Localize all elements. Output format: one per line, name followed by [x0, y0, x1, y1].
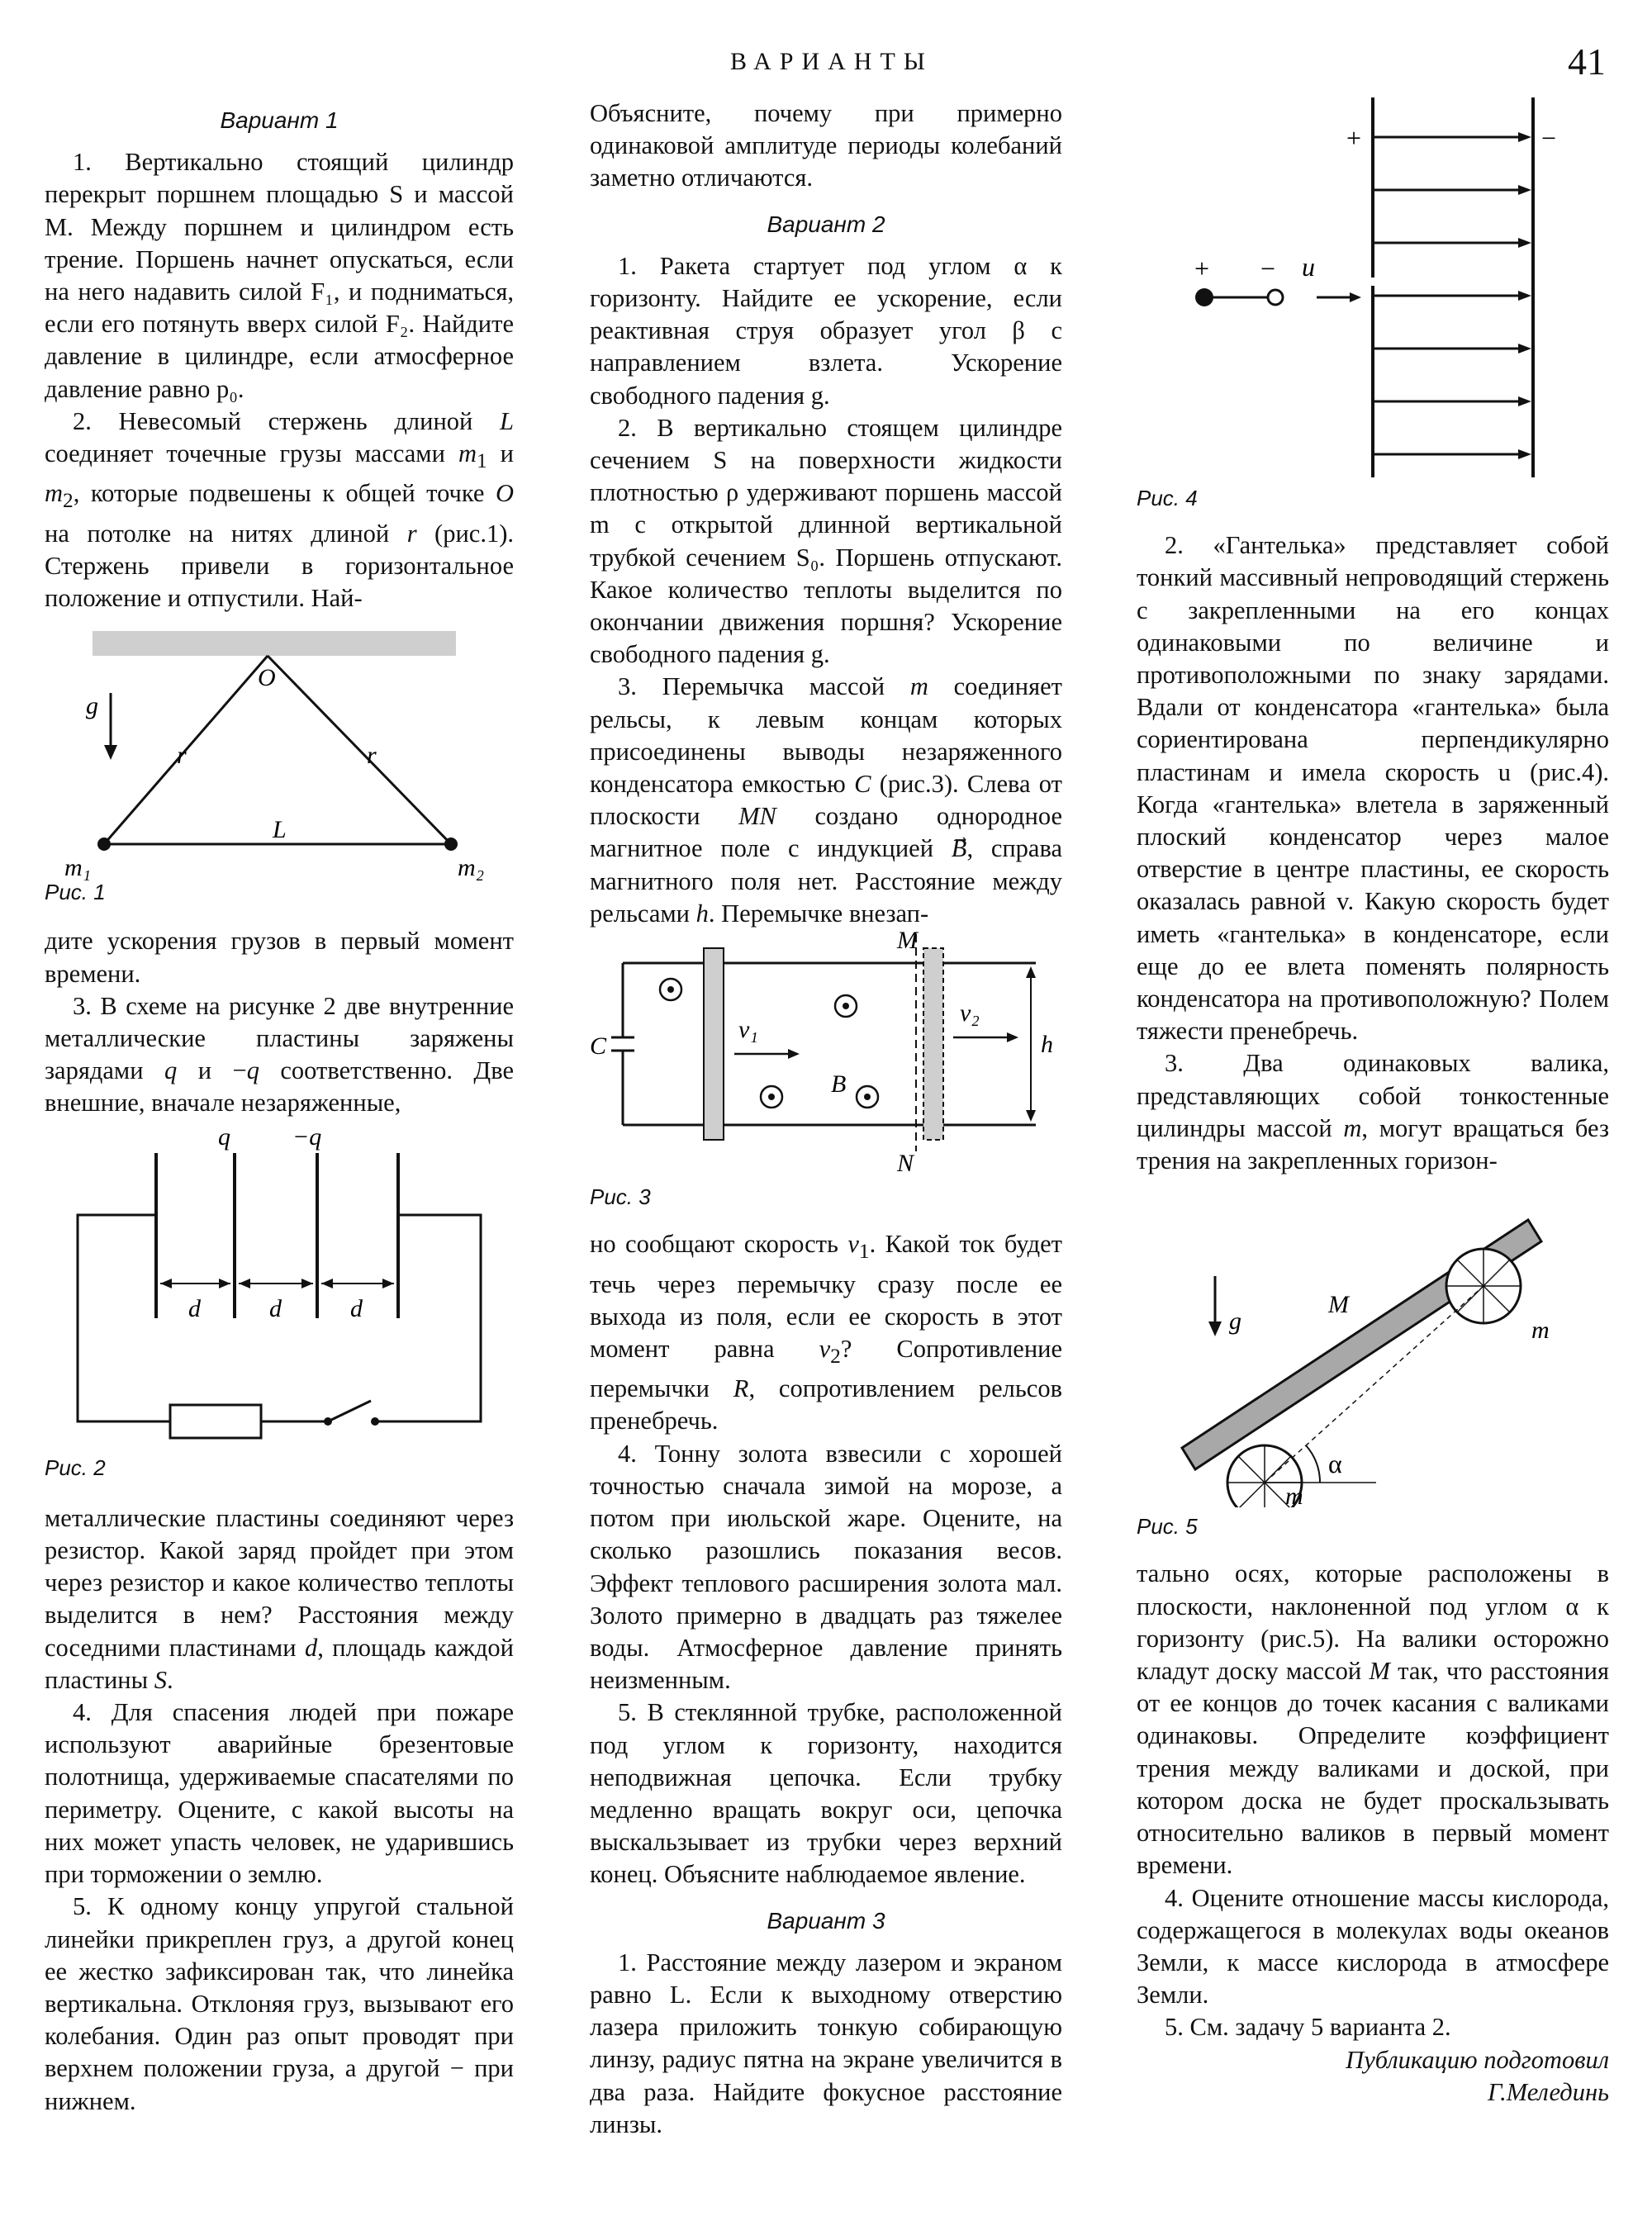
column-left [45, 97, 514, 2118]
figure-2-caption: Рис. 2 [45, 1454, 106, 1480]
figure-5 [1137, 1177, 1609, 1507]
variant2-problem3-part1: 3. Перемычка массой m соединяет рельсы, к левым концам которых присоединены выводы незаряженного конденсатора емкостью C (рис.3). Слева от плоскости MN создано однородное магнитное поле с индукцией B⃗, справа магнитного поля нет. Расстояние между рельсами h. Перемычке внезап- [590, 672, 1062, 928]
jumper-right [923, 948, 943, 1140]
label-r-right: r [367, 742, 377, 770]
label-v1: v₁ [738, 1016, 758, 1044]
label-alpha: α [1328, 1449, 1342, 1479]
label-L: L [273, 816, 287, 844]
label-q: q [218, 1122, 230, 1151]
variant1-problem1: 1. Вертикально стоящий цилиндр перекрыт поршнем площадью S и массой M. Между поршнем и цилиндром есть трение. Поршень начнет опускаться, если на него надавить силой F₁, и подниматься, если его потянуть вверх силой F₂. Найдите давление в цилиндре, если атмосферное давление равно p₀. [45, 148, 514, 403]
variant3-problem2: 2. «Гантелька» представляет собой тонкий массивный непроводящий стержень с закрепленными на его концах одинаковыми по величине и противоположными по знаку зарядами. Вдали от конденсатора «гантелька» была сориентирована перпендикулярно пластинам и имела скорость u (рис.4). Когда «гантелька» влетела в заряженный плоский конденсатор через малое отверстие в центре пластины, ее скорость оказалась равной v. Какую скорость будет иметь «гантелька» в конденсаторе, если еще до ее влета поменять полярность конденсатора на противоположную? Полем тяжести пренебречь. [1137, 531, 1609, 1046]
figure-5-caption: Рис. 5 [1137, 1514, 1198, 1540]
page-header [0, 40, 1652, 93]
label-minus-q: −q [292, 1122, 322, 1151]
charge-plus [1195, 288, 1213, 306]
variant2-problem5: 5. В стеклянной трубке, расположенной под углом к горизонту, находится неподвижная цепочка. Если трубку медленно вращать вокруг оси, цепочка выскальзывает из трубки через верхний конец. Объясните наблюдаемое явление. [590, 1698, 1062, 1889]
wire-right [375, 1215, 481, 1421]
label-m-bottom: m [1285, 1483, 1303, 1508]
switch [328, 1401, 371, 1421]
variant2-heading: Вариант 2 [767, 211, 885, 237]
label-N: N [897, 1150, 914, 1178]
label-plus-plate: + [1346, 123, 1362, 153]
variant1-problem5-end: Объясните, почему при примерно одинаковой амплитуде периоды колебаний заметно отличаются. [590, 99, 1062, 192]
variant3-heading: Вариант 3 [767, 1907, 885, 1934]
column-middle [590, 97, 1062, 2141]
variant3-problem1: 1. Расстояние между лазером и экраном равно L. Если к выходному отверстию лазера приложить тонкую собирающую линзу, радиус пятна на экране увеличится в два раза. Найдите фокусное расстояние линзы. [590, 1948, 1062, 2138]
variant1-problem2-part2: дите ускорения грузов в первый момент времени. [45, 927, 514, 988]
variant1-problem3-part2: металлические пластины соединяют через резистор. Какой заряд пройдет при этом через резистор и какое количество теплоты выделится в нем? Расстояния между соседними пластинами d, площадь каждой пластины S. [45, 1503, 514, 1694]
label-O: O [258, 664, 276, 692]
figure-2 [45, 1120, 514, 1459]
label-r-left: r [177, 742, 187, 770]
label-u: u [1302, 252, 1315, 282]
variant1-problem5: 5. К одному концу упругой стальной линейки прикреплен груз, а другой конец ее жестко зафиксирован так, что линейка вертикальна. Отклоняя груз, вызывают его колебания. Один раз опыт проводят при верхнем положении груза, а другой − при нижнем. [45, 1892, 514, 2115]
mass-m2 [444, 838, 458, 851]
page-number: 41 [1568, 40, 1606, 83]
label-g: g [86, 692, 98, 720]
label-d1: d [188, 1294, 201, 1322]
label-C: C [590, 1032, 607, 1061]
variant2-problem4: 4. Тонну золота взвесили с хорошей точностью сначала зимой на морозе, а потом при июльской жаре. Оцените, на сколько разошлись показания весов. Эффект теплового расширения золота мал. Золото примерно в двадцать раз тяжелее воды. Атмосферное давление принять неизменным. [590, 1439, 1062, 1695]
variant1-problem4: 4. Для спасения людей при пожаре используют аварийные брезентовые полотнища, удерживаемые спасателями по периметру. Оцените, с какой высоты на них может упасть человек, не ударившись при торможении о землю. [45, 1698, 514, 1889]
figure-4 [1137, 97, 1609, 486]
column-right [1137, 97, 1609, 2109]
label-m-top: m [1531, 1317, 1550, 1345]
variant3-problem5: 5. См. задачу 5 варианта 2. [1165, 2013, 1451, 2042]
mass-m1 [97, 838, 111, 851]
variant2-problem1: 1. Ракета стартует под углом α к горизонту. Найдите ее ускорение, если реактивная струя образует угол β с направлением взлета. Ускорение свободного падения g. [590, 251, 1062, 410]
signature-line1: Публикацию подготовил [1346, 2045, 1609, 2074]
label-d2: d [269, 1294, 282, 1322]
label-M: M [1328, 1291, 1349, 1319]
ceiling [93, 631, 456, 656]
variant1-problem3-part1: 3. В схеме на рисунке 2 две внутренние металлические пластины заряжены зарядами q и −q соответственно. Две внешние, вначале незаряженные, [45, 991, 514, 1117]
variant3-problem3-part1: 3. Два одинаковых валика, представляющих собой тонкостенные цилиндры массой m, могут вращаться без трения на закрепленных горизон- [1137, 1049, 1609, 1175]
label-v2: v₂ [960, 999, 980, 1027]
label-m1: m₁ [64, 854, 92, 882]
label-m2: m₂ [458, 854, 485, 882]
signature-line2: Г.Мелединь [1488, 2077, 1609, 2106]
variant3-problem4: 4. Оцените отношение массы кислорода, содержащегося в молекулах воды океанов Земли, к массе кислорода в атмосфере Земли. [1137, 1883, 1609, 2010]
figure-3-caption: Рис. 3 [590, 1184, 651, 1210]
label-M: M [897, 930, 918, 955]
variant1-heading: Вариант 1 [220, 107, 339, 133]
figure-3 [590, 930, 1062, 1186]
label-minus-charge: − [1260, 254, 1276, 283]
jumper-left [704, 948, 724, 1140]
running-title: ВАРИАНТЫ [730, 48, 933, 75]
field-lines [1374, 132, 1531, 459]
charge-minus [1268, 290, 1283, 305]
figure-1 [45, 615, 514, 899]
figure-4-caption: Рис. 4 [1137, 486, 1198, 510]
label-minus-plate: − [1541, 123, 1557, 153]
label-g: g [1229, 1307, 1241, 1336]
variant2-problem2: 2. В вертикально стоящем цилиндре сечением S на поверхности жидкости плотностью ρ удерживают поршень массой m с открытой длинной вертикальной трубкой сечением S₀. Поршень отпускают. Какое количество теплоты выделится по окончании движения поршня? Ускорение свободного падения g. [590, 413, 1062, 669]
label-plus-charge: + [1194, 254, 1210, 283]
variant1-problem2-part1: 2. Невесомый стержень длиной L соединяет точечные грузы массами $m_1$ и $m_2$, которые подвешены к общей точке O на потолке на нитях длиной r (рис.1). Стержень привели в горизонтальное положение и отпустили. Най- [45, 406, 514, 613]
figure-1-caption: Рис. 1 [45, 880, 106, 905]
label-B: B [831, 1070, 847, 1099]
resistor [170, 1405, 261, 1438]
variant3-problem3-part2: тально осях, которые расположены в плоскости, наклоненной под углом α к горизонту (рис.5). На валики осторожно кладут доску массой M так, что расстояния от ее концов до точек касания с валиками одинаковы. Определите коэффициент трения между валиками и доской, при котором доска не будет проскальзывать относительно валиков в первый момент времени. [1137, 1559, 1609, 1880]
label-d3: d [350, 1294, 363, 1322]
label-h: h [1041, 1031, 1053, 1059]
variant2-problem3-part2: но сообщают скорость $v_1$. Какой ток будет течь через перемычку сразу после ее выхода из поля, если ее скорость в этот момент равна $v_2$? Сопротивление перемычки R, сопротивлением рельсов пренебречь. [590, 1230, 1062, 1435]
